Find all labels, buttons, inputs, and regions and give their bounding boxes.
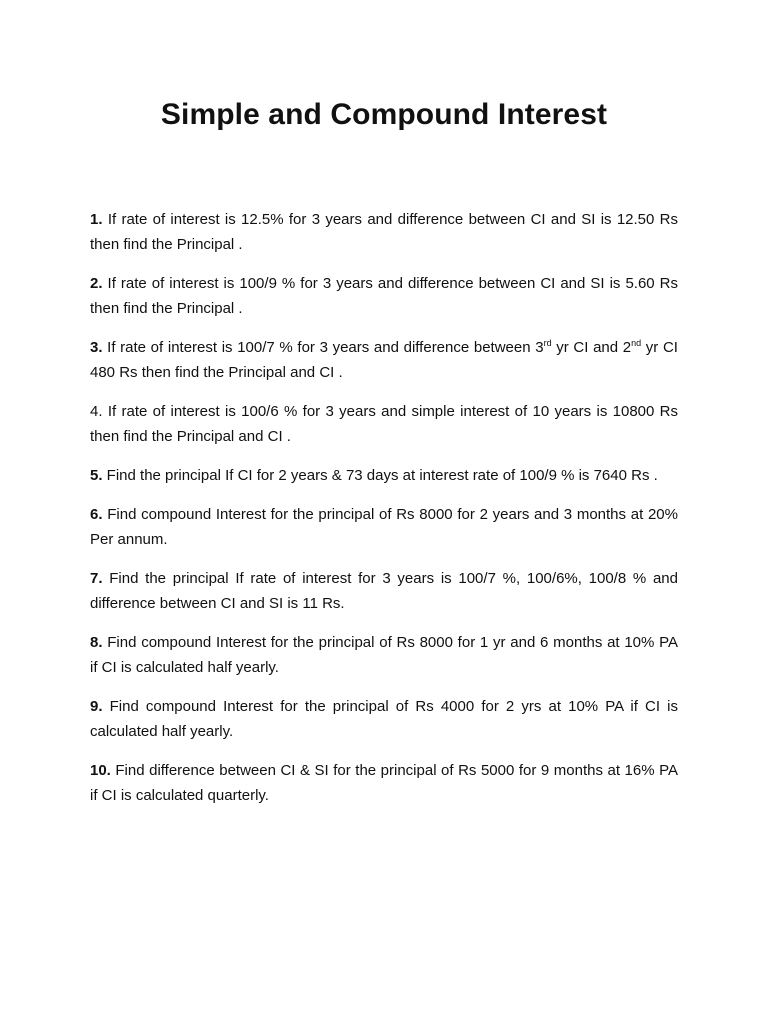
question-text-part: yr CI and 2 bbox=[551, 339, 632, 356]
question-item-2 bbox=[90, 271, 678, 321]
question-number: 5. bbox=[90, 467, 103, 484]
question-text: If rate of interest is 100/6 % for 3 years and simple interest of 10 years is 10800 Rs then find the Principal and CI . bbox=[90, 403, 678, 445]
question-number: 3. bbox=[90, 339, 103, 356]
question-item-1 bbox=[90, 207, 678, 257]
question-item-5 bbox=[90, 463, 678, 488]
question-number: 4. bbox=[90, 403, 103, 420]
question-text-part: If rate of interest is 100/7 % for 3 years and difference between 3 bbox=[102, 339, 544, 356]
question-text: Find the principal If CI for 2 years & 73 days at interest rate of 100/9 % is 7640 Rs . bbox=[102, 467, 658, 484]
question-number: 9. bbox=[90, 698, 103, 715]
question-number: 8. bbox=[90, 634, 103, 651]
ordinal-superscript: rd bbox=[543, 338, 552, 348]
question-item-7 bbox=[90, 566, 678, 616]
question-text: Find difference between CI & SI for the principal of Rs 5000 for 9 months at 16% PA if CI is calculated quarterly. bbox=[90, 762, 678, 804]
question-text: Find compound Interest for the principal of Rs 8000 for 2 years and 3 months at 20% Per annum. bbox=[90, 506, 678, 548]
question-item-9 bbox=[90, 694, 678, 744]
question-text: Find the principal If rate of interest for 3 years is 100/7 %, 100/6%, 100/8 % and difference between CI and SI is 11 Rs. bbox=[90, 570, 678, 612]
ordinal-superscript: nd bbox=[631, 338, 642, 348]
question-list bbox=[90, 207, 678, 808]
page-title: Simple and Compound Interest bbox=[160, 98, 608, 131]
question-text: If rate of interest is 100/9 % for 3 years and difference between CI and SI is 5.60 Rs then find the Principal . bbox=[90, 275, 678, 317]
question-number: 7. bbox=[90, 570, 103, 587]
question-number: 10. bbox=[90, 762, 111, 779]
question-number: 1. bbox=[90, 211, 103, 228]
question-number: 2. bbox=[90, 275, 103, 292]
question-number: 6. bbox=[90, 506, 103, 523]
question-item-8 bbox=[90, 630, 678, 680]
question-item-6 bbox=[90, 502, 678, 552]
question-item-10 bbox=[90, 758, 678, 808]
question-item-4 bbox=[90, 399, 678, 449]
question-text: If rate of interest is 12.5% for 3 years and difference between CI and SI is 12.50 Rs then find the Principal . bbox=[90, 211, 678, 253]
question-item-3 bbox=[90, 335, 678, 385]
question-text-part: yr CI 480 Rs then find the Principal and CI . bbox=[90, 339, 678, 381]
question-text: Find compound Interest for the principal of Rs 8000 for 1 yr and 6 months at 10% PA if CI is calculated half yearly. bbox=[90, 634, 678, 676]
question-text: Find compound Interest for the principal of Rs 4000 for 2 yrs at 10% PA if CI is calculated half yearly. bbox=[90, 698, 678, 740]
